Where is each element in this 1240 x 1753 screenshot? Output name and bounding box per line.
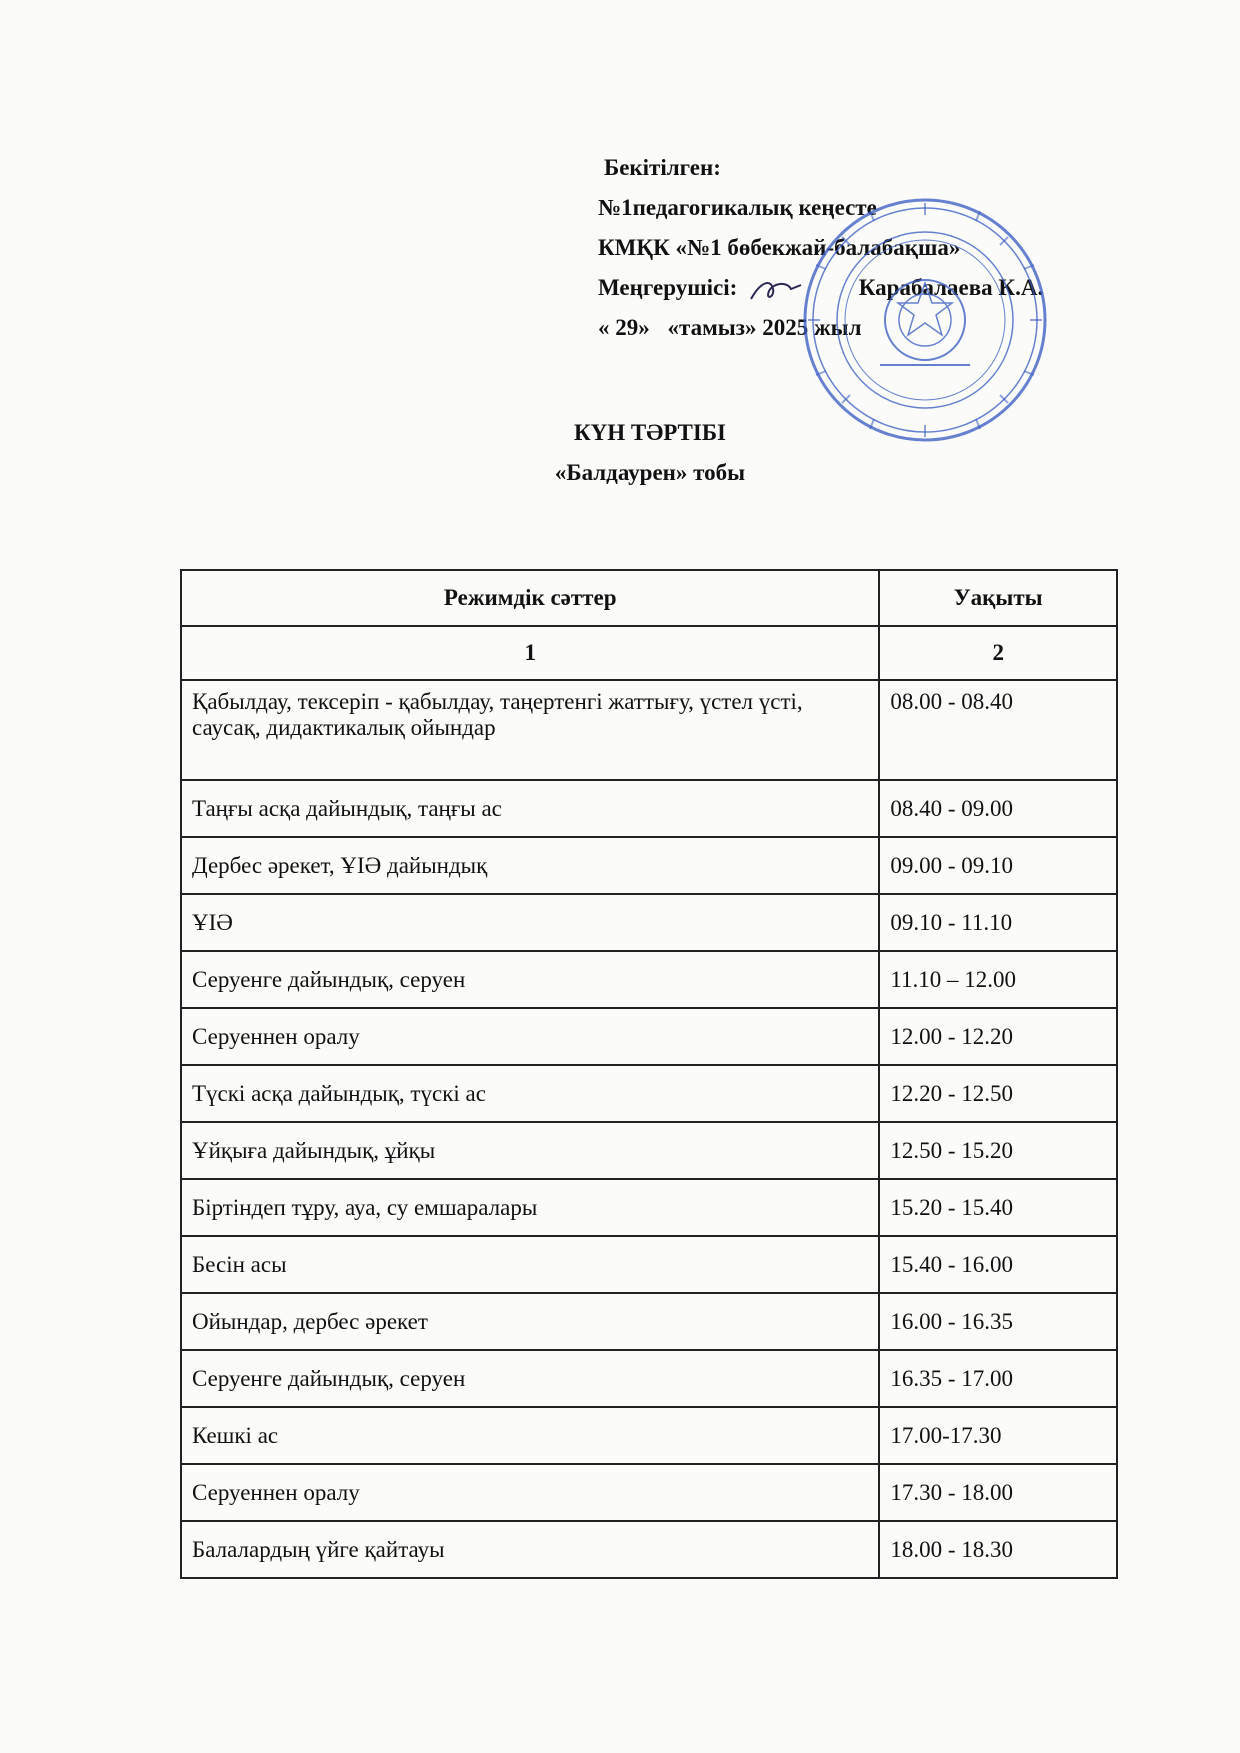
table-row xyxy=(181,1464,1117,1521)
time-cell: 09.00 - 09.10 xyxy=(879,837,1117,894)
activity-cell: Дербес әрекет, ҰІӘ дайындық xyxy=(181,837,879,894)
header-time: Уақыты xyxy=(879,570,1117,626)
activity-cell: Бесін асы xyxy=(181,1236,879,1293)
time-cell: 15.40 - 16.00 xyxy=(879,1236,1117,1293)
time-cell: 12.00 - 12.20 xyxy=(879,1008,1117,1065)
table-row xyxy=(181,1122,1117,1179)
column-number-1: 1 xyxy=(181,626,879,680)
header-activities: Режимдік сәттер xyxy=(181,570,879,626)
table-row xyxy=(181,1407,1117,1464)
time-cell: 08.00 - 08.40 xyxy=(879,680,1117,780)
time-cell: 08.40 - 09.00 xyxy=(879,780,1117,837)
table-number-row xyxy=(181,626,1117,680)
activity-cell: Түскі асқа дайындық, түскі ас xyxy=(181,1065,879,1122)
activity-cell: ҰІӘ xyxy=(181,894,879,951)
table-row xyxy=(181,1065,1117,1122)
table-row xyxy=(181,1179,1117,1236)
time-cell: 12.50 - 15.20 xyxy=(879,1122,1117,1179)
activity-cell: Таңғы асқа дайындық, таңғы ас xyxy=(181,780,879,837)
activity-cell: Серуенге дайындық, серуен xyxy=(181,951,879,1008)
document-title: КҮН ТӘРТІБІ xyxy=(573,420,727,445)
approval-organization: КМҚК «№1 бөбекжай-балабақша» xyxy=(598,235,961,260)
approval-date-day: « 29» xyxy=(598,315,650,340)
activity-cell: Серуеннен оралу xyxy=(181,1008,879,1065)
table-row xyxy=(181,837,1117,894)
table-row xyxy=(181,1521,1117,1578)
table-header-row xyxy=(181,570,1117,626)
approval-date-month-year: «тамыз» 2025 жыл xyxy=(667,315,862,340)
column-number-2: 2 xyxy=(879,626,1117,680)
approval-approved-label: Бекітілген: xyxy=(604,155,721,180)
activity-cell: Кешкі ас xyxy=(181,1407,879,1464)
time-cell: 15.20 - 15.40 xyxy=(879,1179,1117,1236)
activity-cell: Ұйқыға дайындық, ұйқы xyxy=(181,1122,879,1179)
activity-cell: Балалардың үйге қайтауы xyxy=(181,1521,879,1578)
table-row xyxy=(181,680,1117,780)
table-row xyxy=(181,894,1117,951)
table-row xyxy=(181,1293,1117,1350)
table-row xyxy=(181,1350,1117,1407)
time-cell: 11.10 – 12.00 xyxy=(879,951,1117,1008)
time-cell: 18.00 - 18.30 xyxy=(879,1521,1117,1578)
group-name: «Балдаурен» тобы xyxy=(554,460,746,485)
activity-cell: Ойындар, дербес әрекет xyxy=(181,1293,879,1350)
activity-cell: Серуеннен оралу xyxy=(181,1464,879,1521)
table-row xyxy=(181,1008,1117,1065)
table-row xyxy=(181,951,1117,1008)
document-title-block xyxy=(0,413,1240,493)
time-cell: 16.35 - 17.00 xyxy=(879,1350,1117,1407)
time-cell: 09.10 - 11.10 xyxy=(879,894,1117,951)
approval-head-label: Меңгерушісі: xyxy=(598,275,738,300)
table-row xyxy=(181,780,1117,837)
time-cell: 17.30 - 18.00 xyxy=(879,1464,1117,1521)
activity-cell: Серуенге дайындық, серуен xyxy=(181,1350,879,1407)
activity-cell: Қабылдау, тексеріп - қабылдау, таңертенгі жаттығу, үстел үсті, саусақ, дидактикалық ойындар xyxy=(181,680,879,780)
table-row xyxy=(181,1236,1117,1293)
time-cell: 12.20 - 12.50 xyxy=(879,1065,1117,1122)
time-cell: 17.00-17.30 xyxy=(879,1407,1117,1464)
approval-head-name: Карабалаева К.А. xyxy=(858,275,1044,300)
activity-cell: Біртіндеп тұру, ауа, су емшаралары xyxy=(181,1179,879,1236)
approval-council: №1педагогикалық кеңесте xyxy=(598,195,877,220)
schedule-table xyxy=(180,569,1118,1579)
time-cell: 16.00 - 16.35 xyxy=(879,1293,1117,1350)
round-official-seal-icon xyxy=(800,195,1050,445)
